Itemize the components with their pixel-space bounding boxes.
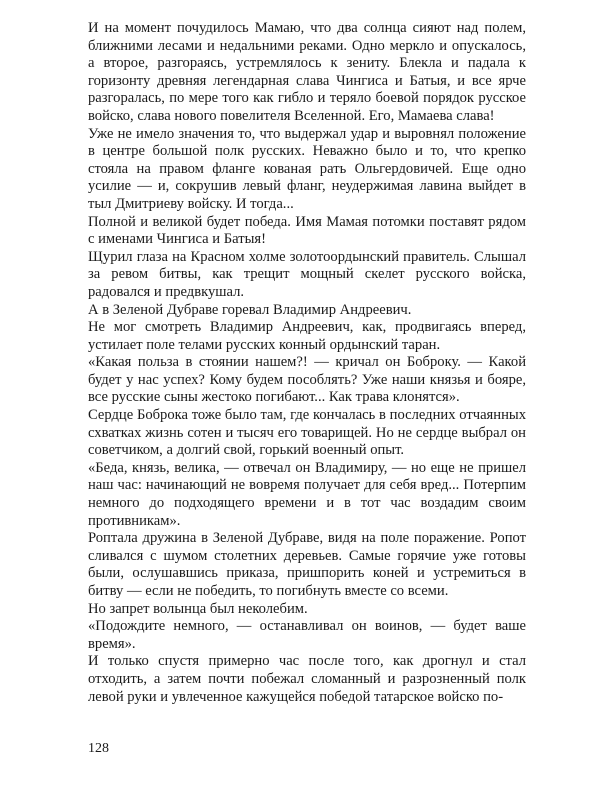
paragraph: «Подождите немного, — останавливал он воинов, — будет ваше время». — [88, 618, 526, 652]
paragraph: Но запрет волынца был неколебим. — [88, 600, 308, 617]
paragraph: Не мог смотреть Владимир Андреевич, как, продвигаясь вперед, устилает поле телами русских конный ордынский таран. — [88, 319, 526, 353]
paragraph: «Беда, князь, велика, — отвечал он Владимиру, — но еще не пришел наш час: начинающий не вовремя получает для себя вред... Потерпим немного до подходящего времени и в тот час воздадим своим противникам». — [88, 459, 526, 529]
body-text — [88, 20, 526, 706]
paragraph: Щурил глаза на Красном холме золотоордынский правитель. Слышал за ревом битвы, как трещит мощный скелет русского войска, радовался и предвкушал. — [88, 248, 526, 300]
paragraph: И на момент почудилось Мамаю, что два солнца сияют над полем, ближними лесами и недальними реками. Одно меркло и опускалось, а второе, разгораясь, устремлялось к зениту. Блекла и падала к горизонту древняя легендарная слава Чингиса и Батыя, и все ярче разгоралась, по мере того как гибло и теряло боевой порядок русское войско, слава нового повелителя Вселенной. Его, Мамаева слава! — [88, 20, 526, 124]
paragraph: Роптала дружина в Зеленой Дубраве, видя на поле поражение. Ропот сливался с шумом столетних деревьев. Самые горячие уже готовы были, ослушавшись приказа, пришпорить коней и устремиться в битву — если не победить, то погибнуть вместе со всеми. — [88, 530, 526, 599]
paragraph: Полной и великой будет победа. Имя Мамая потомки поставят рядом с именами Чингиса и Батыя! — [88, 213, 526, 248]
paragraph: А в Зеленой Дубраве горевал Владимир Андреевич. — [88, 301, 412, 318]
page-number: 128 — [88, 741, 109, 756]
paragraph: Сердце Боброка тоже было там, где кончалась в последних отчаянных схватках жизнь сотен и тысяч его товарищей. Но не сердце выбрал он советчиком, а долгий свой, горький военный опыт. — [88, 407, 526, 459]
paragraph: Уже не имело значения то, что выдержал удар и выровнял положение в центре большой полк русских. Неважно было и то, что крепко стояла на правом фланге кованая рать Ольгердовичей. Еще одно усилие — и, сокрушив левый фланг, неудержимая лавина выйдет в тыл Дмитриеву войску. И тогда... — [88, 125, 526, 212]
paragraph: И только спустя примерно час после того, как дрогнул и стал отходить, а затем почти побежал сломанный и разрозненный полк левой руки и увлеченное кажущейся победой татарское войско по- — [88, 653, 526, 705]
paragraph: «Какая польза в стоянии нашем?! — кричал он Боброку. — Какой будет у нас успех? Кому будем пособлять? Уже наши князья и бояре, все русские сыны жестоко погибают... Как трава клонятся». — [88, 354, 526, 406]
